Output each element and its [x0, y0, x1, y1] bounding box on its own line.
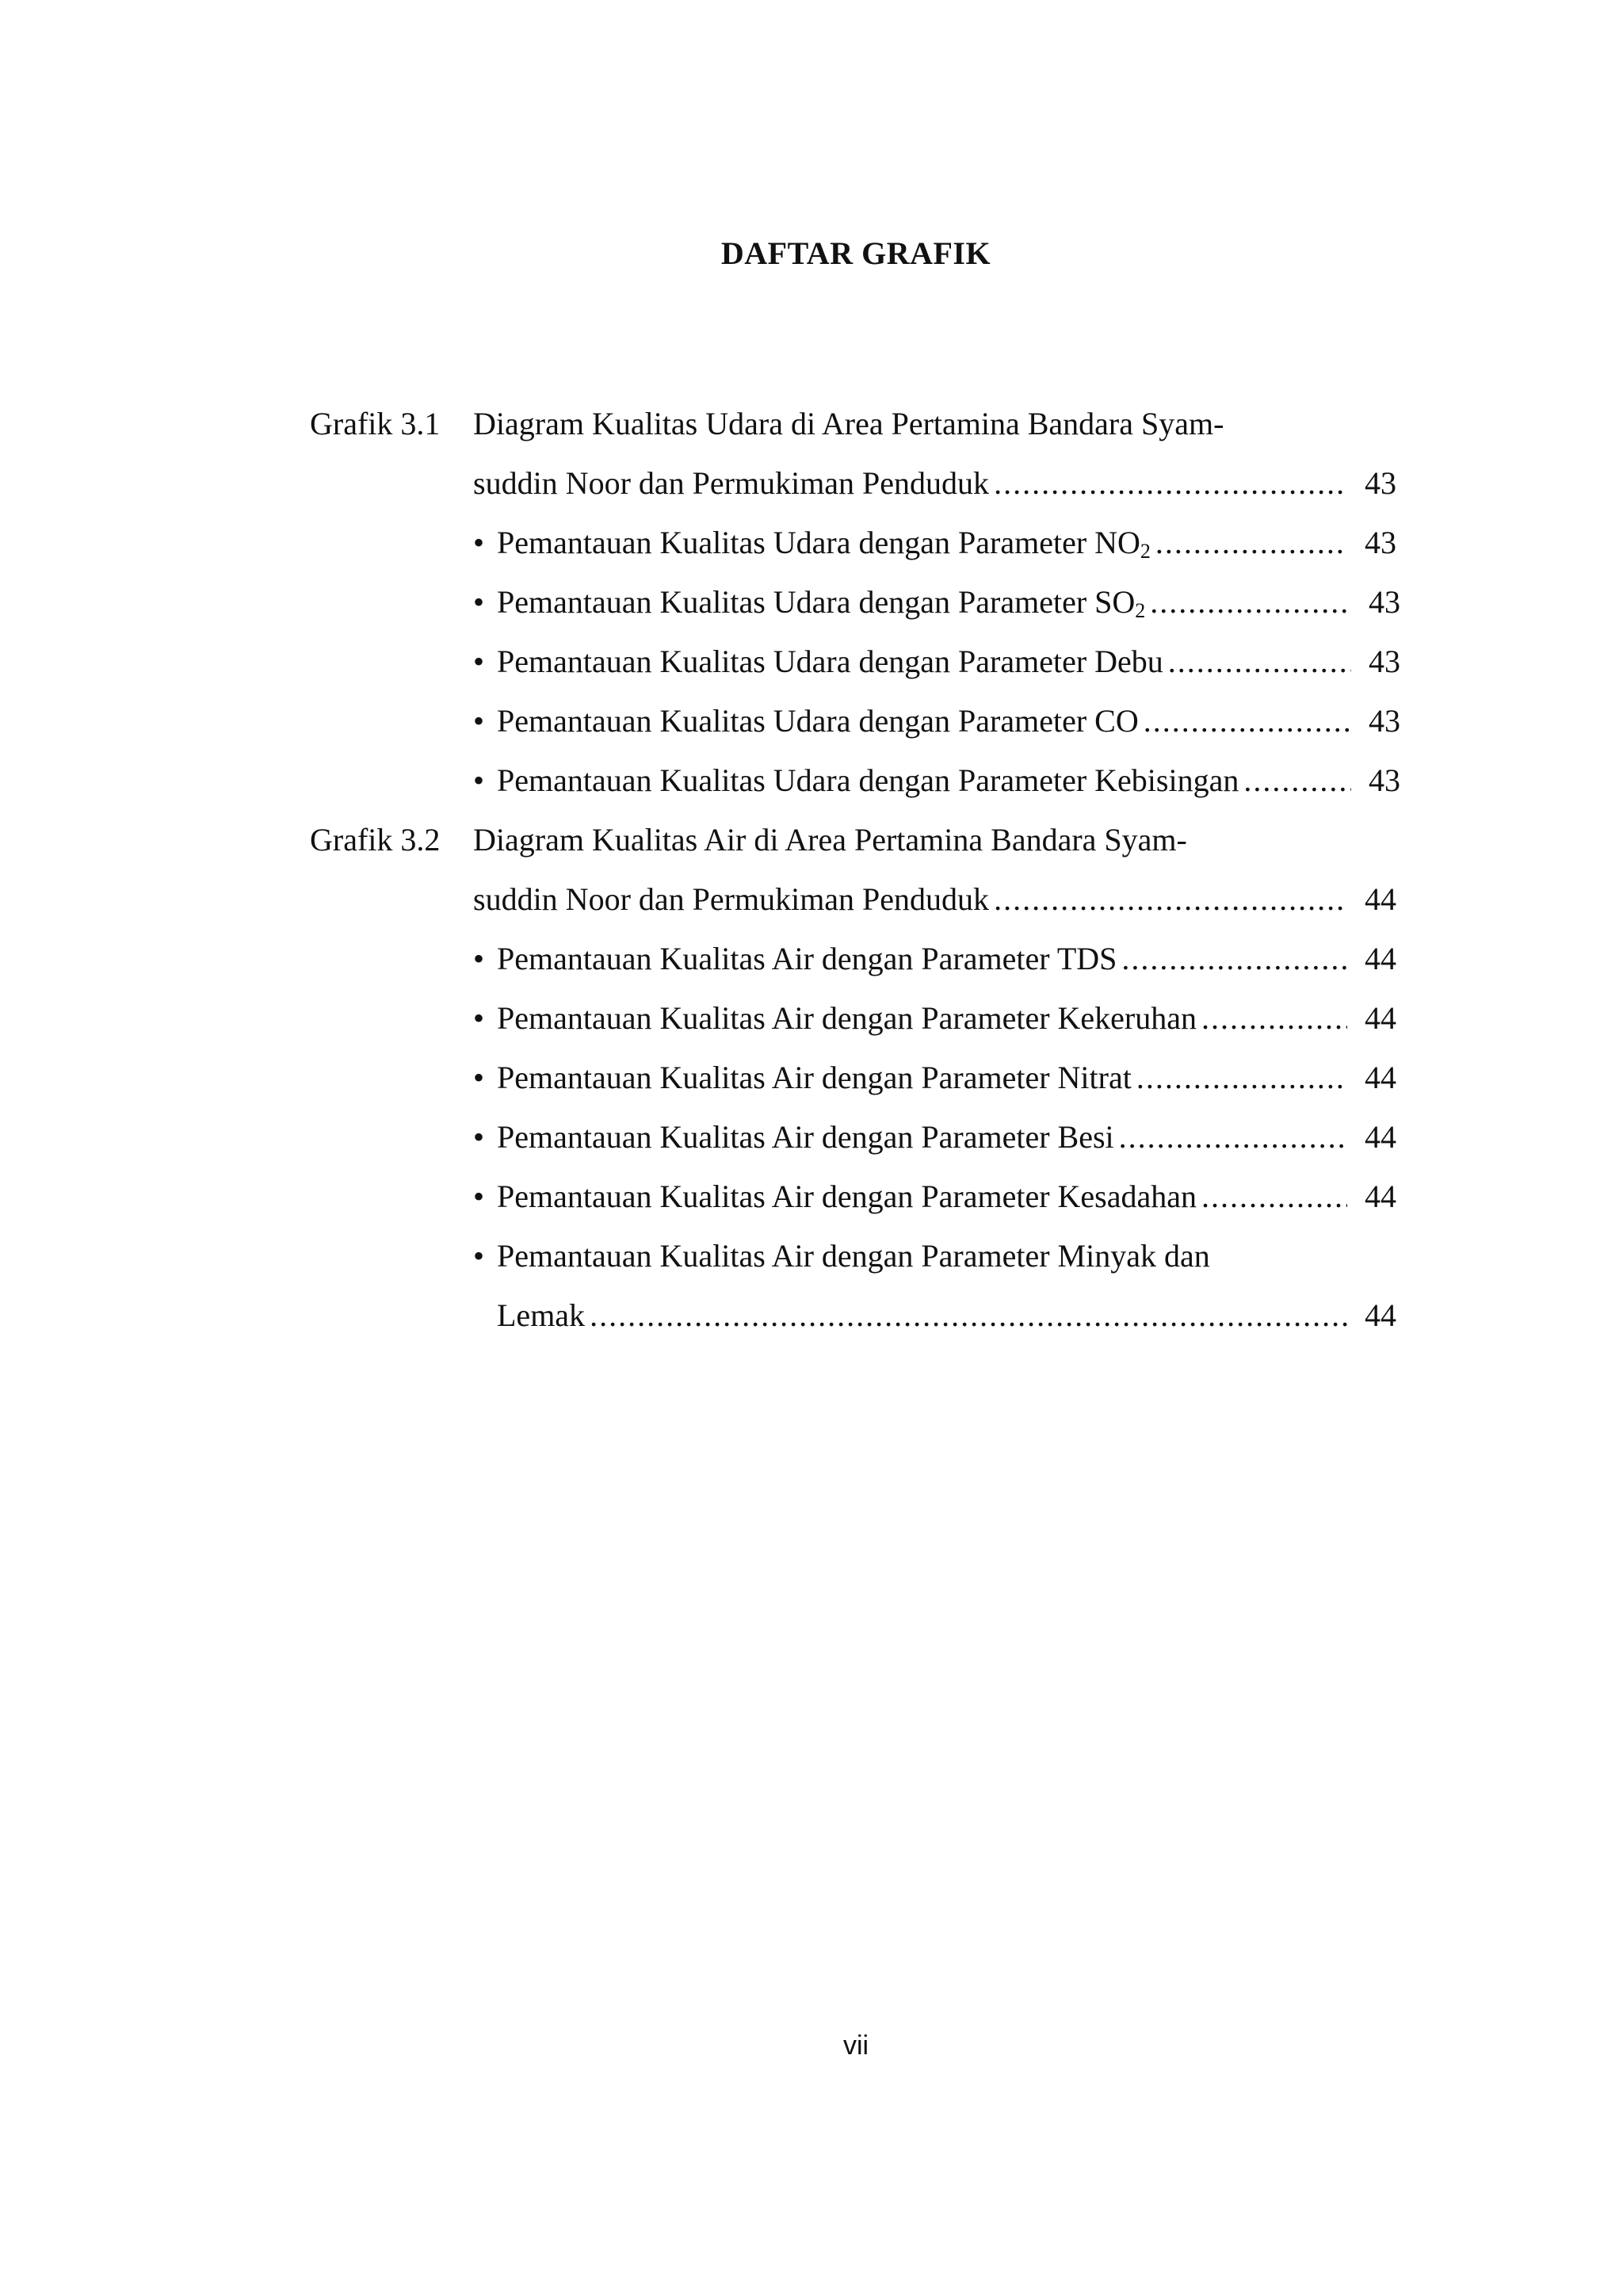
entry-text: Pemantauan Kualitas Air dengan Parameter Minyak dan: [497, 1238, 1210, 1274]
entry-text: Pemantauan Kualitas Air dengan Parameter Kesadahan: [497, 1179, 1197, 1214]
toc-entry[interactable]: [473, 1236, 1210, 1276]
entry-text: Pemantauan Kualitas Udara dengan Parameter CO: [497, 703, 1139, 739]
page-number: 43: [1365, 465, 1396, 501]
page-number: 43: [1369, 644, 1400, 679]
figure-label: Grafik 3.1: [310, 406, 441, 441]
page-number: 43: [1369, 584, 1400, 620]
entry-text: Pemantauan Kualitas Udara dengan Parameter SO: [497, 584, 1136, 620]
bullet: •: [473, 1060, 485, 1095]
figure-title-line: Diagram Kualitas Air di Area Pertamina Bandara Syam-: [473, 822, 1187, 858]
dot-leader: [1201, 1177, 1347, 1217]
toc-entry[interactable]: [473, 701, 1351, 741]
toc-entry[interactable]: [473, 1117, 1347, 1157]
bullet: •: [473, 1179, 485, 1214]
entry-text: Pemantauan Kualitas Air dengan Parameter Besi: [497, 1119, 1114, 1155]
figure-title-line: suddin Noor dan Permukiman Penduduk: [473, 465, 990, 501]
bullet: •: [473, 1238, 485, 1274]
dot-leader: [1150, 583, 1351, 622]
bullet: •: [473, 525, 485, 560]
dot-leader: [1168, 642, 1351, 682]
page-number: 44: [1365, 1179, 1396, 1214]
toc-entry[interactable]: [473, 999, 1347, 1038]
dot-leader: [1121, 939, 1347, 979]
dot-leader: [1119, 1117, 1347, 1157]
dot-leader: [1136, 1058, 1347, 1098]
page-number: 44: [1365, 1000, 1396, 1036]
dot-leader: [590, 1296, 1347, 1335]
entry-text: Pemantauan Kualitas Air dengan Parameter Kekeruhan: [497, 1000, 1197, 1036]
bullet: •: [473, 1119, 485, 1155]
bullet: •: [473, 644, 485, 679]
toc-entry[interactable]: [473, 464, 1347, 503]
bullet: •: [473, 1000, 485, 1036]
bullet: •: [473, 941, 485, 976]
page-number: 43: [1369, 703, 1400, 739]
subscript: 2: [1135, 599, 1146, 622]
bullet: •: [473, 762, 485, 798]
bullet: •: [473, 584, 485, 620]
dot-leader: [1144, 701, 1351, 741]
entry-text: Pemantauan Kualitas Air dengan Parameter TDS: [497, 941, 1117, 976]
page-title: DAFTAR GRAFIK: [720, 235, 991, 271]
toc-entry[interactable]: [473, 939, 1347, 979]
bullet: •: [473, 703, 485, 739]
figure-title-line: Diagram Kualitas Udara di Area Pertamina Bandara Syam-: [473, 406, 1224, 441]
dot-leader: [1243, 761, 1351, 800]
dot-leader: [1155, 523, 1347, 563]
toc-entry[interactable]: [473, 583, 1351, 622]
toc-entry[interactable]: [473, 880, 1347, 919]
toc-entry[interactable]: [473, 642, 1351, 682]
page-number: 44: [1365, 1119, 1396, 1155]
page-number: 44: [1365, 941, 1396, 976]
entry-text: Pemantauan Kualitas Udara dengan Parameter Debu: [497, 644, 1163, 679]
page-number-footer: vii: [842, 2030, 869, 2061]
toc-entry[interactable]: [473, 1058, 1347, 1098]
toc-entry[interactable]: [473, 761, 1351, 800]
toc-entry-continuation[interactable]: [497, 1296, 1347, 1335]
page-number: 44: [1365, 881, 1396, 917]
figure-title-line: suddin Noor dan Permukiman Penduduk: [473, 881, 990, 917]
dot-leader: [994, 880, 1347, 919]
entry-text: Lemak: [497, 1297, 586, 1333]
toc-entry[interactable]: [473, 523, 1347, 563]
page-number: 44: [1365, 1297, 1396, 1333]
entry-text: Pemantauan Kualitas Udara dengan Parameter NO: [497, 525, 1140, 560]
entry-text: Pemantauan Kualitas Udara dengan Parameter Kebisingan: [497, 762, 1239, 798]
subscript: 2: [1140, 540, 1151, 563]
toc-entry[interactable]: [473, 1177, 1347, 1217]
page-number: 44: [1365, 1060, 1396, 1095]
page-number: 43: [1365, 525, 1396, 560]
dot-leader: [1201, 999, 1347, 1038]
dot-leader: [994, 464, 1347, 503]
entry-text: Pemantauan Kualitas Air dengan Parameter Nitrat: [497, 1060, 1132, 1095]
page-number: 43: [1369, 762, 1400, 798]
figure-label: Grafik 3.2: [310, 822, 441, 858]
